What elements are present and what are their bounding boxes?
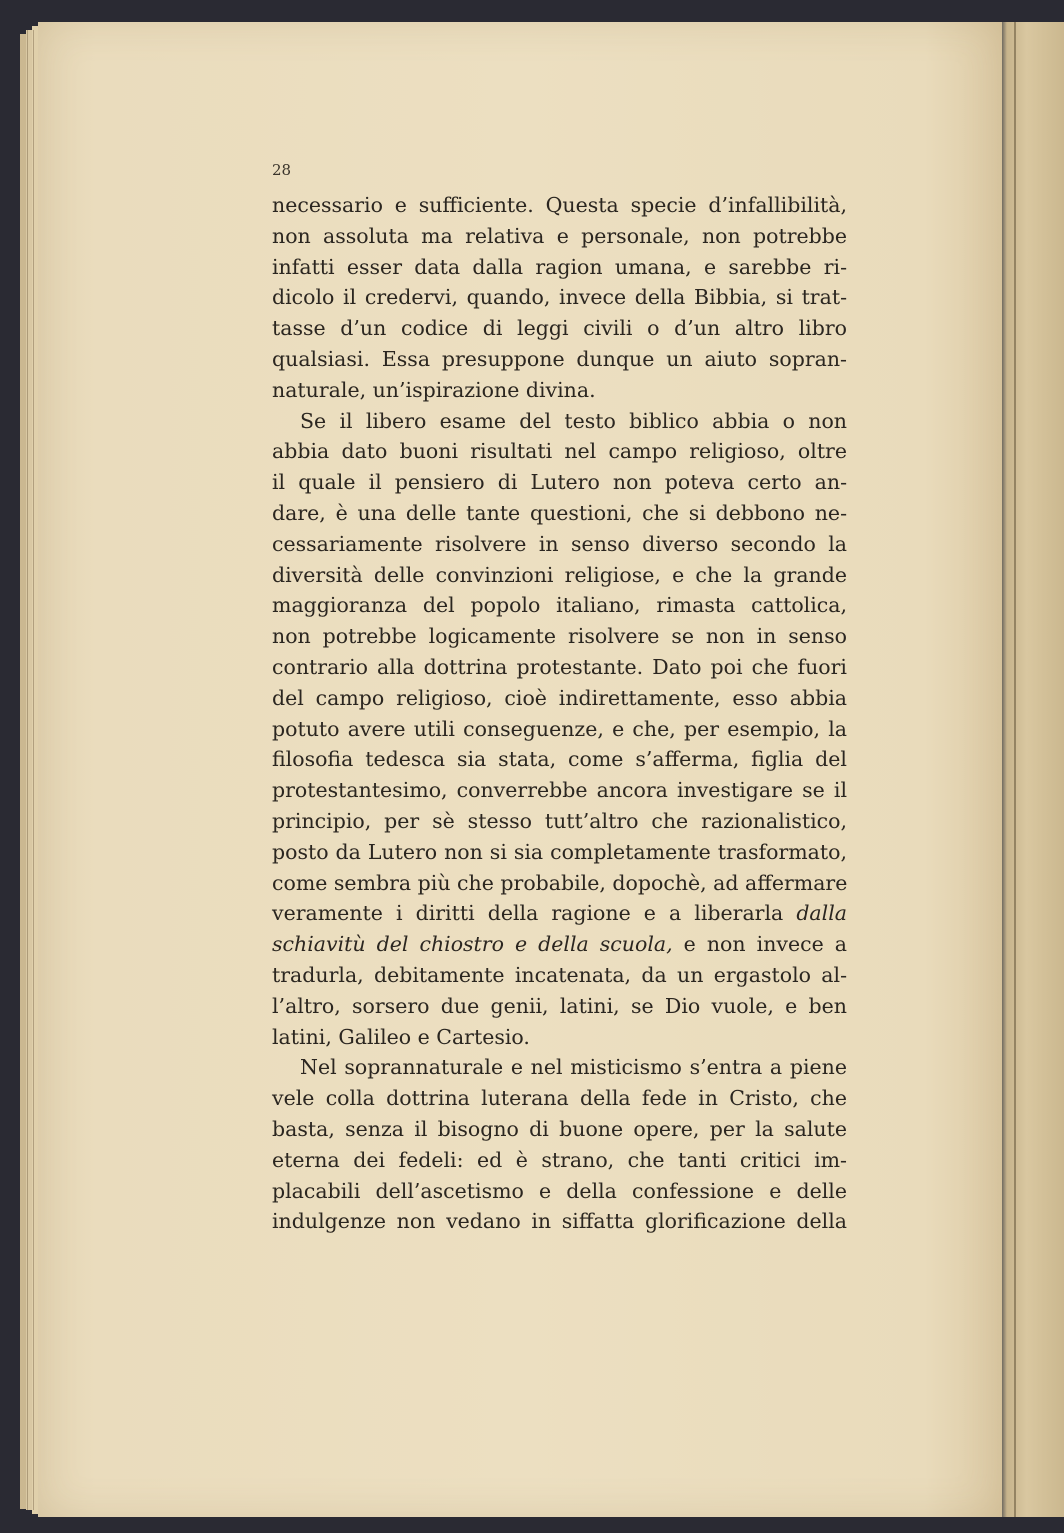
- text-line: non assoluta ma relativa e personale, non potrebbe: [272, 223, 847, 248]
- text-line: Se il libero esame del testo biblico abbia o non: [300, 408, 847, 433]
- text-line: basta, senza il bisogno di buone opere, per la salute: [272, 1116, 847, 1141]
- text-line: del campo religioso, cioè indirettamente, esso abbia: [272, 685, 847, 710]
- text-line: indulgenze non vedano in siffatta glorificazione della: [272, 1209, 847, 1234]
- text-line: l’altro, sorsero due genii, latini, se Dio vuole, e ben: [272, 993, 847, 1018]
- text-line: potuto avere utili conseguenze, e che, per esempio, la: [272, 716, 847, 741]
- text-segment: e non invece a: [672, 932, 847, 957]
- text-line: vele colla dottrina luterana della fede in Cristo, che: [272, 1086, 847, 1111]
- text-line: abbia dato buoni risultati nel campo religioso, oltre: [272, 439, 847, 464]
- text-line: maggioranza del popolo italiano, rimasta cattolica,: [272, 593, 847, 618]
- text-line: il quale il pensiero di Lutero non poteva certo an-: [272, 470, 847, 495]
- paragraph-2: [272, 406, 847, 1053]
- page-stack-line: [27, 30, 28, 1510]
- page-stack-line: [33, 30, 34, 1510]
- text-line: tasse d’un codice di leggi civili o d’un altro libro: [272, 316, 847, 341]
- text-line: necessario e sufficiente. Questa specie d’infallibilità,: [272, 193, 847, 217]
- text-line: infatti esser data dalla ragion umana, e sarebbe ri-: [272, 254, 847, 279]
- italic-text: dalla: [796, 901, 847, 926]
- text-line: eterna dei fedeli: ed è strano, che tanti critici im-: [272, 1147, 847, 1172]
- text-line: dicolo il credervi, quando, invece della Bibbia, si trat-: [272, 285, 847, 310]
- text-line: placabili dell’ascetismo e della confessione e delle: [272, 1178, 847, 1203]
- text-line: dare, è una delle tante questioni, che si debbono ne-: [272, 500, 847, 525]
- text-segment: veramente i diritti della ragione e a liberarla: [272, 901, 797, 926]
- text-line: principio, per sè stesso tutt’altro che razionalistico,: [272, 808, 847, 833]
- text-line: tradurla, debitamente incatenata, da un ergastolo al-: [272, 962, 847, 987]
- text-line: diversità delle convinzioni religiose, e che la grande: [272, 562, 847, 587]
- text-line-with-italic: [272, 898, 847, 929]
- text-line: come sembra più che probabile, dopochè, ad affermare: [272, 870, 848, 895]
- page-number: 28: [272, 161, 292, 179]
- gutter-fold: [1014, 22, 1016, 1517]
- text-line: non potrebbe logicamente risolvere se non in senso: [272, 624, 847, 649]
- page-content: [272, 160, 847, 1237]
- text-line: qualsiasi. Essa presuppone dunque un aiuto sopran-: [272, 346, 847, 371]
- text-line: posto da Lutero non si sia completamente trasformato,: [272, 839, 847, 864]
- italic-text: schiavitù del chiostro e della scuola,: [272, 932, 673, 957]
- text-line: protestantesimo, converrebbe ancora investigare se il: [272, 778, 847, 803]
- facing-page-edge: [1002, 22, 1064, 1517]
- text-line: contrario alla dottrina protestante. Dato poi che fuori: [272, 654, 847, 679]
- text-line-with-italic: [272, 929, 847, 960]
- text-line: naturale, un’ispirazione divina.: [272, 377, 596, 402]
- text-line: latini, Galileo e Cartesio.: [272, 1024, 530, 1049]
- paragraph-3: [272, 1052, 847, 1237]
- paragraph-1: [272, 190, 847, 406]
- text-line: filosofia tedesca sia stata, come s’afferma, figlia del: [272, 747, 847, 772]
- text-line: Nel soprannaturale e nel misticismo s’entra a piene: [300, 1055, 847, 1080]
- text-line: cessariamente risolvere in senso diverso secondo la: [272, 531, 847, 556]
